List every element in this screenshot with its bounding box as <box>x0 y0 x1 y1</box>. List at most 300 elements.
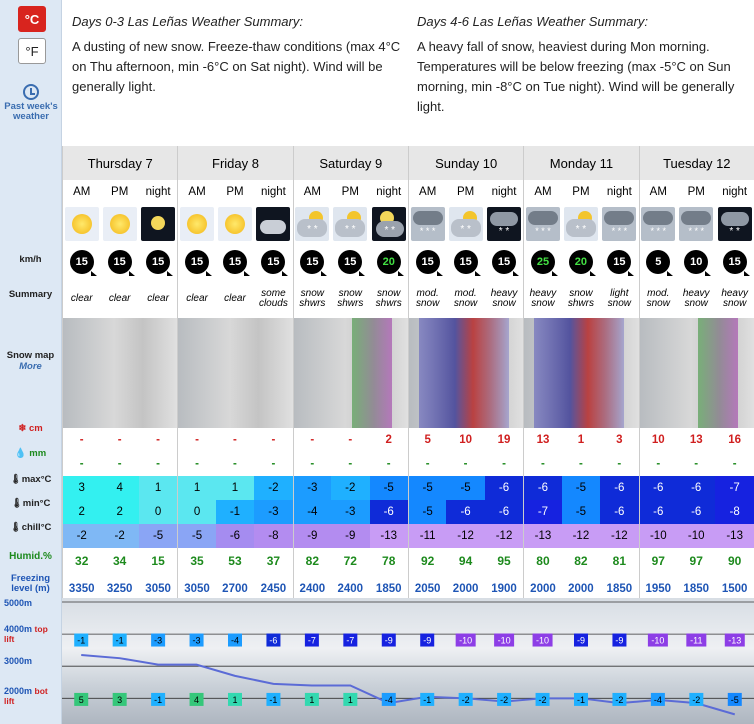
summary-cell: heavy snow <box>490 288 518 309</box>
svg-text:-2: -2 <box>461 694 470 705</box>
weather-icon-cell <box>600 204 638 244</box>
bot-lift-badge <box>497 693 511 706</box>
svg-text:-13: -13 <box>728 635 742 646</box>
heavynight-icon <box>718 207 752 241</box>
weather-icon-cell <box>408 204 446 244</box>
snow-map-panel[interactable] <box>177 318 292 428</box>
svg-text:-5: -5 <box>730 694 739 705</box>
min-temp-cell: -6 <box>677 500 715 524</box>
thermometer-icon: 🌡 <box>9 522 22 533</box>
chill-temp-cell: -12 <box>562 524 600 548</box>
weather-icon-cell <box>523 204 561 244</box>
min-temp-cell: 0 <box>139 500 177 524</box>
top-lift-badge <box>456 634 476 647</box>
period-cell: PM <box>687 186 705 198</box>
weather-icon-cell <box>446 204 484 244</box>
max-temp-cell: 1 <box>216 476 254 500</box>
wind-arrow-icon: 15 <box>261 250 285 274</box>
wind-arrow-icon: 15 <box>70 250 94 274</box>
min-temp-label <box>0 498 61 509</box>
summary-cell: heavy snow <box>682 288 710 309</box>
freezing-level-label: Freezing level (m) <box>10 573 51 594</box>
rain-mm-cell: - <box>156 458 161 470</box>
bot-lift-badge <box>266 693 280 706</box>
chill-temp-cell: -13 <box>370 524 408 548</box>
period-cell: AM <box>408 180 446 204</box>
weather-icon-cell <box>562 204 600 244</box>
lift-text: lift <box>4 634 15 644</box>
wind-cell <box>139 244 177 280</box>
summary-cell: some clouds <box>258 288 288 309</box>
top-lift-badge <box>266 634 280 647</box>
clock-icon <box>23 84 39 100</box>
snow-map-panel[interactable] <box>639 318 754 428</box>
weather-icon-cell <box>177 204 215 244</box>
rain-mm-label <box>0 448 61 459</box>
humidity-cell: 35 <box>177 548 215 574</box>
snow-map-text: Snow map <box>6 350 55 361</box>
wind-cell <box>177 244 215 280</box>
wind-cell <box>639 244 677 280</box>
humidity-cell: 78 <box>382 554 396 568</box>
top-lift-badge <box>574 634 588 647</box>
top-lift-badge <box>420 634 434 647</box>
svg-text:-3: -3 <box>192 635 201 646</box>
min-temp-cell: 0 <box>177 500 215 524</box>
svg-text:-1: -1 <box>154 694 163 705</box>
chill-temp-cell: -5 <box>177 524 215 548</box>
min-temp-cell: -6 <box>446 500 484 524</box>
wind-arrow-icon: 15 <box>454 250 478 274</box>
wind-arrow-icon: 15 <box>185 250 209 274</box>
wind-cell <box>715 244 753 280</box>
snow-cm-cell: - <box>62 428 100 452</box>
celsius-button[interactable]: °C <box>18 6 46 32</box>
top-lift-badge <box>305 634 319 647</box>
top-lift-badge <box>74 634 88 647</box>
snow-map-panel[interactable] <box>293 318 408 428</box>
svg-text:3: 3 <box>117 694 123 705</box>
summary-cell: mod. snow <box>639 280 677 318</box>
wind-cell <box>100 244 138 280</box>
wind-arrow-icon: 15 <box>108 250 132 274</box>
wind-arrow-icon: 20 <box>569 250 593 274</box>
summary-cell: clear <box>108 293 131 304</box>
summary-cell: mod. snow <box>408 280 446 318</box>
raindrop-icon: 💧 <box>14 448 27 459</box>
top-lift-badge <box>533 634 553 647</box>
summary-cell: heavy snow <box>721 288 748 309</box>
weather-icon-cell <box>677 204 715 244</box>
svg-text:-10: -10 <box>459 635 473 646</box>
min-temp-cell: -6 <box>485 500 523 524</box>
bot-lift-badge <box>536 693 550 706</box>
alt-2000-text: 2000m <box>4 686 33 696</box>
summary-cell: snow shwrs <box>293 280 331 318</box>
period-cell: AM <box>523 180 561 204</box>
snow-cm-cell: 1 <box>577 434 585 446</box>
svg-text:4: 4 <box>194 694 200 705</box>
max-temp-cell: -5 <box>408 476 446 500</box>
min-temp-cell: -4 <box>293 500 331 524</box>
freezing-cell: 2450 <box>260 583 287 595</box>
freezing-cell: 3350 <box>62 574 100 604</box>
summary-text: A dusting of new snow. Freeze-thaw conditions (max 4°C on Thu afternoon, min -6°C on Sat night). Wind will be generally light. <box>72 39 401 94</box>
snow-overlay <box>534 318 624 428</box>
top-lift-badge <box>113 634 127 647</box>
rain-mm-cell: - <box>348 458 353 470</box>
period-cell: AM <box>177 180 215 204</box>
snow-cm-cell: 10 <box>639 428 677 452</box>
chill-temp-row <box>62 524 754 548</box>
snow-cm-label <box>0 423 61 434</box>
humidity-row <box>62 548 754 574</box>
chill-temp-cell: -2 <box>100 524 138 548</box>
period-cell: PM <box>572 186 590 198</box>
humidity-cell: 72 <box>343 554 357 568</box>
wind-arrow-icon: 15 <box>607 250 631 274</box>
min-temp-cell: -6 <box>639 500 677 524</box>
top-lift-badge <box>151 634 165 647</box>
top-lift-badge <box>648 634 668 647</box>
weather-icon-cell <box>62 204 100 244</box>
past-weather-link[interactable] <box>4 84 58 122</box>
rain-mm-cell: - <box>233 458 237 470</box>
top-lift-badge <box>725 634 745 647</box>
humidity-cell: 15 <box>151 554 165 568</box>
snownight-icon <box>372 207 406 241</box>
svg-text:5: 5 <box>78 694 84 705</box>
weather-icon-cell <box>293 204 331 244</box>
svg-text:-9: -9 <box>423 635 432 646</box>
rain-mm-cell: - <box>639 452 677 476</box>
min-temp-cell: -1 <box>216 500 254 524</box>
svg-text:1: 1 <box>347 694 353 705</box>
svg-text:-1: -1 <box>77 635 86 646</box>
min-temp-cell: -5 <box>562 500 600 524</box>
wind-cell <box>446 244 484 280</box>
weather-icon-cell <box>715 204 753 244</box>
humidity-cell: 95 <box>497 554 511 568</box>
chill-temp-cell: -12 <box>485 524 523 548</box>
day-header: Monday 11 <box>523 146 638 180</box>
cm-text: cm <box>28 423 43 434</box>
humidity-cell: 80 <box>523 548 561 574</box>
period-cell: AM <box>639 180 677 204</box>
wind-cell <box>254 244 292 280</box>
snow-map-row[interactable] <box>62 318 754 428</box>
alt-3000-label: 3000m <box>4 656 33 666</box>
heavy-icon <box>411 207 445 241</box>
bot-lift-badge <box>190 693 204 706</box>
humidity-cell: 32 <box>62 548 100 574</box>
wind-cell <box>562 244 600 280</box>
top-lift-badge <box>686 634 706 647</box>
altitude-chart <box>62 598 754 724</box>
chill-temp-cell: -12 <box>600 524 638 548</box>
max-temp-cell: -6 <box>677 476 715 500</box>
sun-icon <box>218 207 252 241</box>
summary-row <box>62 280 754 318</box>
svg-text:-2: -2 <box>692 694 701 705</box>
summary-text: A heavy fall of snow, heaviest during Mon morning. Temperatures will be below freezing (max -5°C on Sun morning, min -8°C on Tue night). Wind will be generally light. <box>417 39 735 114</box>
chill-temp-cell: -2 <box>62 524 100 548</box>
weather-icon-cell <box>370 204 408 244</box>
top-lift-badge <box>494 634 514 647</box>
svg-text:1: 1 <box>309 694 315 705</box>
max-temp-cell: 1 <box>139 476 177 500</box>
min-temp-cell: 2 <box>62 500 100 524</box>
svg-text:-10: -10 <box>497 635 511 646</box>
rain-mm-cell: - <box>578 458 583 470</box>
weather-icon-cell <box>216 204 254 244</box>
summary-cell: mod. snow <box>453 288 478 309</box>
rain-mm-cell: - <box>694 458 699 470</box>
wind-arrow-icon: 15 <box>723 250 747 274</box>
max-temp-cell: -2 <box>254 476 292 500</box>
svg-text:-9: -9 <box>576 635 586 646</box>
snow-map-more-link[interactable]: More <box>19 361 42 372</box>
snow-cm-cell: 2 <box>385 434 392 446</box>
day-header: Friday 8 <box>177 146 292 180</box>
snow-cm-cell: - <box>156 434 161 446</box>
day-header: Sunday 10 <box>408 146 523 180</box>
period-cell: night <box>376 186 402 198</box>
wind-arrow-icon: 25 <box>531 250 555 274</box>
top-lift-badge <box>228 634 242 647</box>
snow-cm-row <box>62 428 754 452</box>
min-temp-cell: 2 <box>100 500 138 524</box>
min-temp-cell: -6 <box>600 500 638 524</box>
snow-map-label <box>0 350 61 372</box>
max-temp-cell: -5 <box>370 476 408 500</box>
max-temp-row <box>62 476 754 500</box>
freezing-cell: 1850 <box>606 583 633 595</box>
top-lift-badge <box>612 634 626 647</box>
lift-text: lift <box>4 696 15 706</box>
period-cell: night <box>722 186 748 198</box>
snow-map-panel[interactable] <box>408 318 523 428</box>
chill-temp-cell: -6 <box>216 524 254 548</box>
period-cell: night <box>606 186 632 198</box>
svg-text:-9: -9 <box>384 635 393 646</box>
period-cell: PM <box>111 186 129 198</box>
min-temp-cell: -7 <box>523 500 561 524</box>
bot-lift-badge <box>651 693 665 706</box>
forecast-grid <box>62 180 754 604</box>
humidity-cell: 90 <box>727 554 742 568</box>
min-temp-cell: -6 <box>370 500 408 524</box>
weather-icon-cell <box>331 204 369 244</box>
freezing-level-line <box>78 655 735 714</box>
weather-icon-cell <box>139 204 177 244</box>
summary-cell: clear <box>62 280 100 318</box>
day-header: Tuesday 12 <box>639 146 754 180</box>
summary-cell: clear <box>224 293 246 304</box>
summary-cell: clear <box>177 280 215 318</box>
top-lift-badge <box>190 634 204 647</box>
freezing-cell: 3250 <box>106 583 133 595</box>
max-temp-cell: -7 <box>715 476 753 500</box>
wind-arrow-icon: 15 <box>338 250 362 274</box>
bot-lift-badge <box>459 693 473 706</box>
snow-cm-cell: - <box>117 434 122 446</box>
bot-lift-badge <box>689 693 703 706</box>
min-temp-cell: -3 <box>331 500 369 524</box>
max-temp-cell: 1 <box>177 476 215 500</box>
top-text: top <box>34 624 48 634</box>
svg-text:1: 1 <box>232 694 238 705</box>
period-cell: night <box>260 186 286 198</box>
chill-temp-cell: -10 <box>677 524 715 548</box>
max-temp-cell: 3 <box>62 476 100 500</box>
wind-arrow-icon: 15 <box>492 250 516 274</box>
chill-temp-cell: -9 <box>331 524 369 548</box>
snow-overlay <box>698 318 738 428</box>
wind-cell <box>293 244 331 280</box>
heavy-icon <box>526 207 560 241</box>
svg-text:-2: -2 <box>615 694 624 705</box>
svg-text:-1: -1 <box>115 635 124 646</box>
freezing-cell: 3050 <box>145 583 171 595</box>
snow-overlay <box>419 318 509 428</box>
clouds-icon <box>256 207 290 241</box>
period-cell: AM <box>293 180 331 204</box>
summary-cell: snow shwrs <box>567 288 594 309</box>
snow-cm-cell: 5 <box>408 428 446 452</box>
wind-arrow-icon: 15 <box>146 250 170 274</box>
bot-lift-badge <box>612 693 626 706</box>
fahrenheit-button[interactable]: °F <box>18 38 46 64</box>
snow-cm-cell: 13 <box>689 434 703 446</box>
period-cell: PM <box>341 186 359 198</box>
snow-map-panel[interactable] <box>523 318 638 428</box>
bot-lift-badge <box>728 693 742 706</box>
freezing-cell: 2050 <box>408 574 446 604</box>
period-cell: AM <box>62 180 100 204</box>
svg-text:-7: -7 <box>346 635 355 646</box>
mm-text: mm <box>29 448 47 459</box>
summary-title: Days 0-3 Las Leñas Weather Summary: <box>72 14 303 29</box>
wind-cell <box>600 244 638 280</box>
summary-days-4-6 <box>417 12 747 117</box>
alt-4000-label <box>4 624 48 644</box>
rain-mm-cell: - <box>271 458 276 470</box>
weather-summary <box>62 0 754 144</box>
snow-cm-cell: - <box>293 428 331 452</box>
chill-temp-cell: -13 <box>715 524 753 548</box>
chill-temp-cell: -8 <box>254 524 292 548</box>
humidity-cell: 97 <box>639 548 677 574</box>
snowsun-icon <box>333 207 367 241</box>
rain-mm-cell: - <box>523 452 561 476</box>
max-temp-cell: -6 <box>485 476 523 500</box>
wind-arrow-icon: 5 <box>646 250 670 274</box>
weather-icon-cell <box>485 204 523 244</box>
freezing-cell: 1950 <box>639 574 677 604</box>
rain-mm-cell: - <box>408 452 446 476</box>
svg-text:-1: -1 <box>576 694 586 705</box>
rain-mm-cell: - <box>293 452 331 476</box>
max-temp-cell: -3 <box>293 476 331 500</box>
snowsun-icon <box>295 207 329 241</box>
alt-2000-label <box>4 686 48 706</box>
svg-text:-2: -2 <box>500 694 509 705</box>
wind-arrow-icon: 15 <box>223 250 247 274</box>
bot-lift-badge <box>420 693 434 706</box>
bot-lift-badge <box>74 693 88 706</box>
wind-cell <box>677 244 715 280</box>
humidity-cell: 92 <box>408 548 446 574</box>
humidity-cell: 81 <box>612 554 627 568</box>
max-temp-cell: -6 <box>639 476 677 500</box>
heavy-icon <box>602 207 636 241</box>
humidity-cell: 82 <box>293 548 331 574</box>
chill-temp-label <box>0 522 61 533</box>
svg-text:-2: -2 <box>538 694 547 705</box>
freezing-cell: 2000 <box>523 574 561 604</box>
svg-text:-10: -10 <box>536 635 550 646</box>
humidity-cell: 37 <box>266 554 281 568</box>
snow-cm-cell: - <box>348 434 353 446</box>
wind-arrow-icon: 10 <box>684 250 708 274</box>
freezing-cell: 3050 <box>177 574 215 604</box>
wind-cell <box>62 244 100 280</box>
snow-cm-cell: - <box>177 428 215 452</box>
snow-overlay <box>352 318 392 428</box>
max-temp-cell: -2 <box>331 476 369 500</box>
sun-icon <box>103 207 137 241</box>
max-temp-cell: 4 <box>100 476 138 500</box>
svg-text:-7: -7 <box>307 635 316 646</box>
chill-temp-cell: -5 <box>139 524 177 548</box>
max-temp-cell: -5 <box>446 476 484 500</box>
freezing-cell: 2400 <box>337 583 364 595</box>
rain-mm-cell: - <box>62 452 100 476</box>
day-header: Saturday 9 <box>293 146 408 180</box>
wind-arrow-icon: 20 <box>377 250 401 274</box>
snow-cm-cell: 10 <box>459 434 472 446</box>
bot-lift-badge <box>574 693 588 706</box>
humidity-label: Humid.% <box>9 551 52 562</box>
humidity-cell: 53 <box>228 554 242 568</box>
bot-text: bot <box>34 686 48 696</box>
bot-lift-badge <box>305 693 319 706</box>
rain-mm-cell: - <box>617 458 622 470</box>
rain-mm-cell: - <box>463 458 468 470</box>
summary-title: Days 4-6 Las Leñas Weather Summary: <box>417 14 648 29</box>
altitude-chart-svg <box>62 598 754 724</box>
snow-cm-cell: 19 <box>497 434 511 446</box>
past-weather-label: Past week's weather <box>4 101 58 122</box>
max-text: max°C <box>21 474 52 485</box>
chill-temp-cell: -13 <box>523 524 561 548</box>
summary-label: Summary <box>8 289 53 300</box>
min-text: min°C <box>22 498 51 509</box>
rain-mm-cell: - <box>386 458 391 470</box>
thermometer-icon: 🌡 <box>9 474 22 485</box>
humidity-cell: 97 <box>689 554 703 568</box>
snow-cm-cell: 16 <box>728 434 742 446</box>
bot-lift-badge <box>151 693 165 706</box>
top-lift-badge <box>382 634 396 647</box>
wind-cell <box>331 244 369 280</box>
humidity-cell: 34 <box>112 554 127 568</box>
svg-text:-4: -4 <box>653 694 662 705</box>
snowsun-icon <box>564 207 598 241</box>
weather-icon-cell <box>254 204 292 244</box>
snow-map-panel[interactable] <box>62 318 177 428</box>
